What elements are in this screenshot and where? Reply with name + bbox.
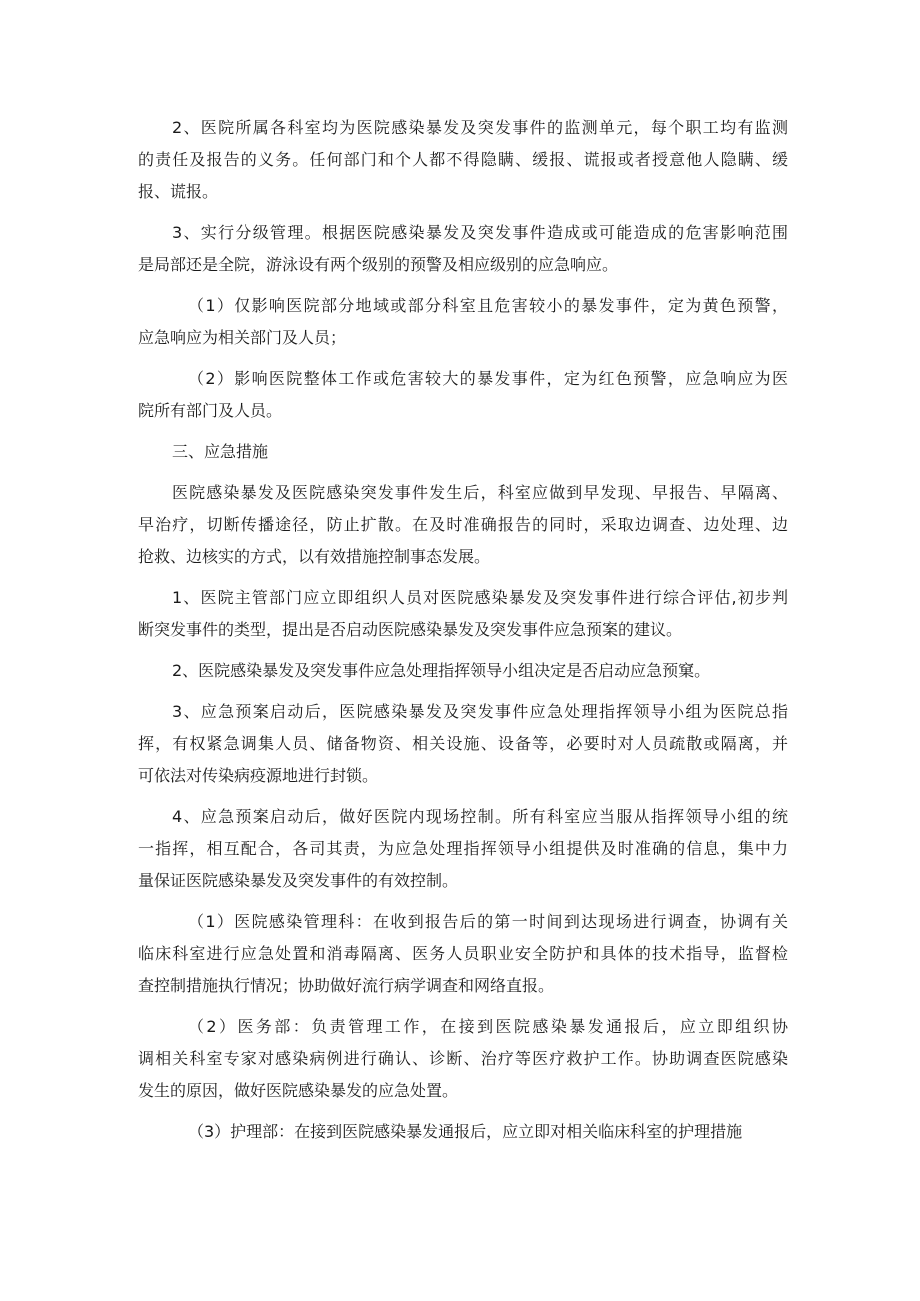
paragraph-line: （2）影响医院整体工作或危害较大的暴发事件，定为红色预警，应急响应为医 <box>188 369 788 388</box>
paragraph-line: （2）医务部：负责管理工作，在接到医院感染暴发通报后，应立即组织协 <box>188 1017 788 1036</box>
paragraph-line: 3、应急预案启动后，医院感染暴发及突发事件应急处理指挥领导小组为医院总指 <box>172 702 788 721</box>
paragraph-line: 应急响应为相关部门及人员； <box>138 328 347 347</box>
paragraph <box>138 290 788 354</box>
paragraph-line: 断突发事件的类型，提出是否启动医院感染暴发及突发事件应急预案的建议。 <box>138 620 683 639</box>
paragraph-line: 可依法对传染病疫源地进行封锁。 <box>138 766 379 785</box>
paragraph-line: 挥，有权紧急调集人员、储备物资、相关设施、设备等，必要时对人员疏散或隔离，并 <box>138 734 788 753</box>
paragraph <box>138 1011 788 1107</box>
paragraph <box>138 655 788 687</box>
paragraph <box>138 582 788 646</box>
paragraph-line: 三、应急措施 <box>172 442 269 461</box>
paragraph-line: 2、医院所属各科室均为医院感染暴发及突发事件的监测单元，每个职工均有监测 <box>172 118 788 137</box>
paragraph <box>138 436 788 468</box>
paragraph <box>138 1116 788 1148</box>
paragraph-line: 2、医院感染暴发及突发事件应急处理指挥领导小组决定是否启动应急预窠。 <box>172 661 711 680</box>
paragraph <box>138 696 788 792</box>
paragraph <box>138 363 788 427</box>
paragraph-line: 3、实行分级管理。根据医院感染暴发及突发事件造成或可能造成的危害影响范围 <box>172 223 788 242</box>
paragraph-line: 抢救、边核实的方式，以有效措施控制事态发展。 <box>138 547 491 566</box>
paragraph-line: 医院感染暴发及医院感染突发事件发生后，科室应做到早发现、早报告、早隔离、 <box>172 483 788 502</box>
paragraph-line: 调相关科室专家对感染病例进行确认、诊断、治疗等医疗救护工作。协助调查医院感染 <box>138 1049 788 1068</box>
paragraph <box>138 801 788 897</box>
paragraph-line: （1）医院感染管理科：在收到报告后的第一时间到达现场进行调查，协调有关 <box>188 912 788 931</box>
paragraph-line: 发生的原因，做好医院感染暴发的应急处置。 <box>138 1081 459 1100</box>
paragraph-line: 4、应急预案启动后，做好医院内现场控制。所有科室应当服从指挥领导小组的统 <box>172 807 788 826</box>
paragraph-line: 量保证医院感染暴发及突发事件的有效控制。 <box>138 871 459 890</box>
paragraph-line: 查控制措施执行情况；协助做好流行病学调查和网络直报。 <box>138 976 555 995</box>
paragraph-line: 早治疗，切断传播途径，防止扩散。在及时准确报告的同时，采取边调查、边处理、边 <box>138 515 788 534</box>
paragraph-line: 临床科室进行应急处置和消毒隔离、医务人员职业安全防护和具体的技术指导，监督检 <box>138 944 788 963</box>
paragraph-line: 1、医院主管部门应立即组织人员对医院感染暴发及突发事件进行综合评估,初步判 <box>172 588 788 607</box>
paragraph <box>138 112 788 208</box>
paragraph-line: 的责任及报告的义务。任何部门和个人都不得隐瞒、缓报、谎报或者授意他人隐瞒、缓 <box>138 150 788 169</box>
paragraph-line: 院所有部门及人员。 <box>138 401 283 420</box>
paragraph-line: 一指挥，相互配合，各司其责，为应急处理指挥领导小组提供及时准确的信息，集中力 <box>138 839 788 858</box>
paragraph <box>138 906 788 1002</box>
paragraph <box>138 217 788 281</box>
paragraph-line: 是局部还是全院，游泳设有两个级别的预警及相应级别的应急响应。 <box>138 255 619 274</box>
paragraph <box>138 477 788 573</box>
document-body <box>138 112 788 1157</box>
paragraph-line: （1）仅影响医院部分地域或部分科室且危害较小的暴发事件，定为黄色预警， <box>188 296 788 315</box>
paragraph-line: 报、谎报。 <box>138 182 219 201</box>
paragraph-line: （3）护理部：在接到医院感染暴发通报后，应立即对相关临床科室的护理措施 <box>188 1122 743 1141</box>
